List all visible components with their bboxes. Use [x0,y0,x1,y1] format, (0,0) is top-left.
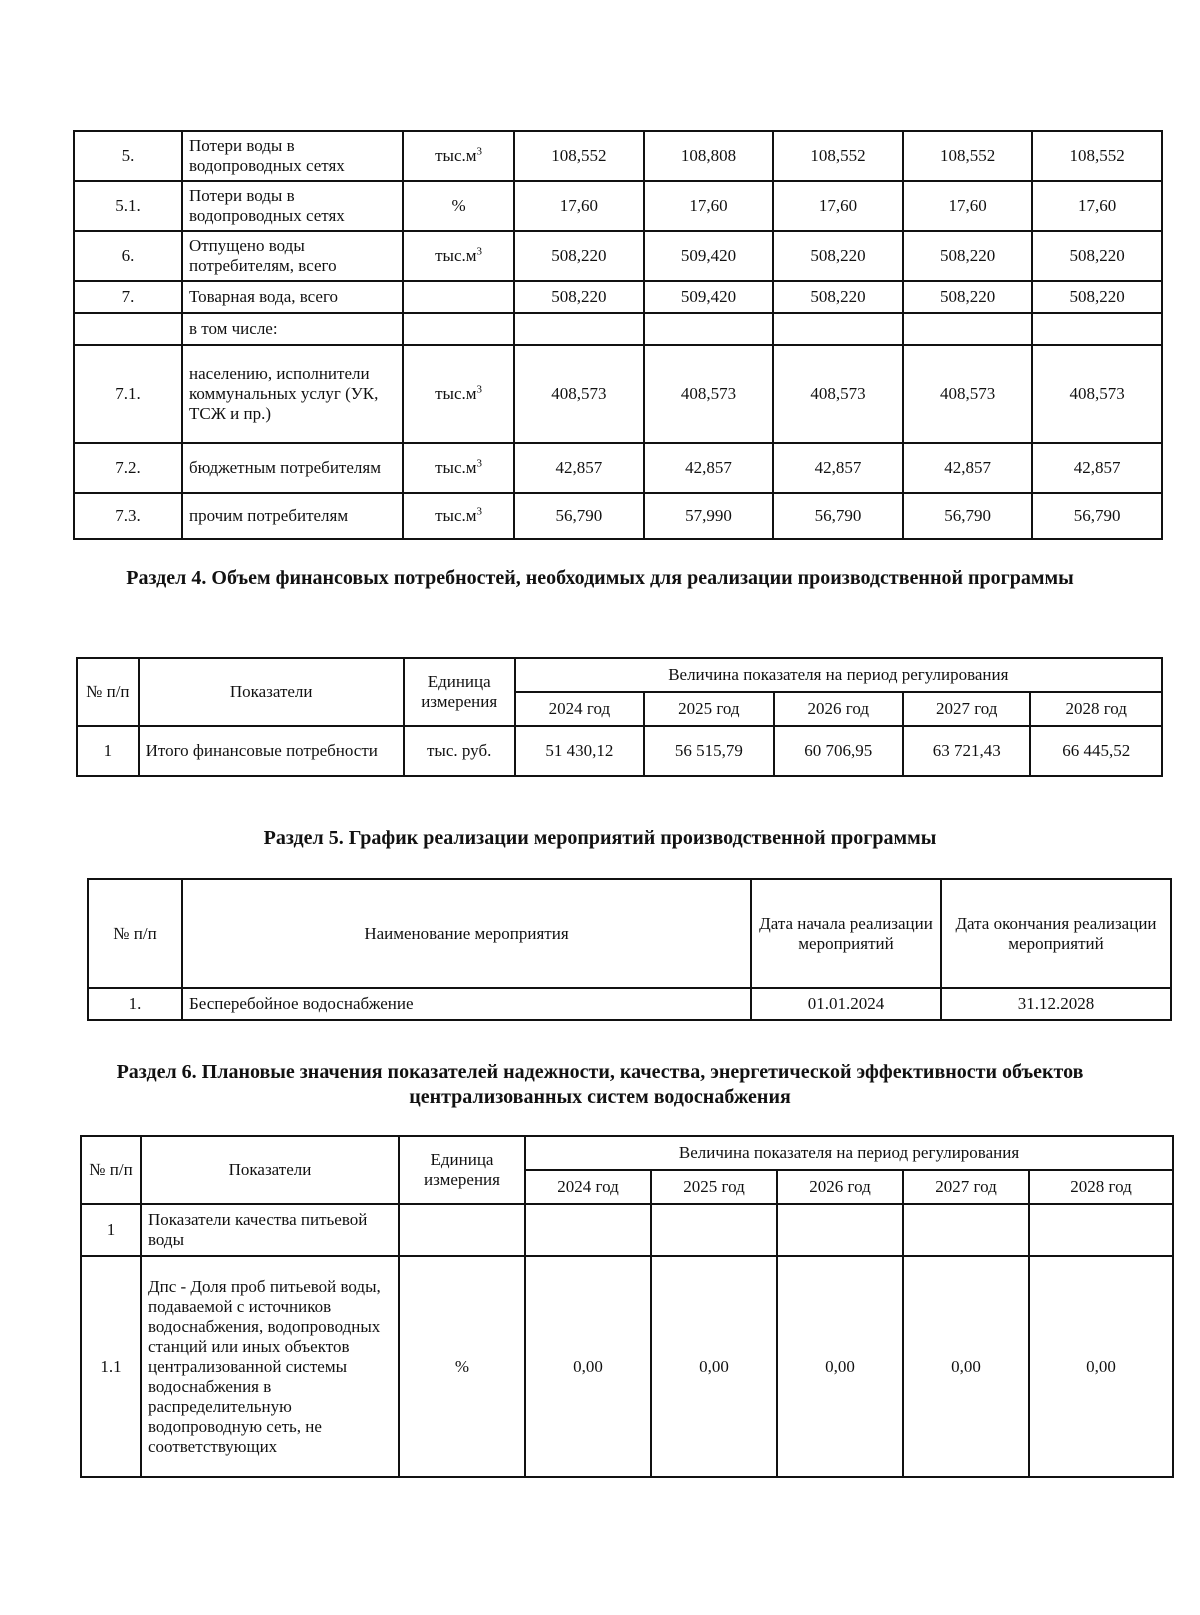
row-value: 108,552 [773,131,903,181]
row-value: 508,220 [1032,231,1162,281]
row-value: 508,220 [1032,281,1162,313]
header-period: Величина показателя на период регулирования [515,658,1162,692]
row-unit [403,345,514,443]
table-row [74,345,1162,443]
row-value: 0,00 [525,1256,651,1477]
row-num: 1.1 [81,1256,141,1477]
row-value [773,313,903,345]
row-value [903,1204,1029,1256]
row-value: 108,552 [1032,131,1162,181]
row-value: 42,857 [773,443,903,493]
row-num: 5.1. [74,181,182,231]
row-name: Дпс - Доля проб питьевой воды, подаваемой с источников водоснабжения, водопроводных станций или иных объектов централизованной системы водоснабжения в распределительную водопроводную сеть, не соответствующих [141,1256,399,1477]
unit-superscript: 3 [476,383,483,396]
row-value [903,313,1033,345]
row-value: 57,990 [644,493,774,539]
header-year: 2027 год [903,692,1030,726]
unit-label: % [451,196,466,215]
row-num: 1. [88,988,182,1020]
row-value: 508,220 [514,231,644,281]
header-year: 2025 год [644,692,773,726]
row-value: 408,573 [903,345,1033,443]
header-unit: Единица измерения [404,658,515,726]
row-num: 6. [74,231,182,281]
row-end: 31.12.2028 [941,988,1171,1020]
water-balance-table [73,130,1163,540]
row-value: 408,573 [773,345,903,443]
section-5-title: Раздел 5. График реализации мероприятий производственной программы [263,827,937,849]
row-value: 17,60 [773,181,903,231]
row-num: 7.3. [74,493,182,539]
row-num: 7.2. [74,443,182,493]
row-name: Показатели качества питьевой воды [141,1204,399,1256]
row-unit [403,313,514,345]
row-value [644,313,774,345]
row-num: 1 [77,726,139,776]
section-4-title: Раздел 4. Объем финансовых потребностей, необходимых для реализации производственной программы [126,567,1074,589]
row-num: 5. [74,131,182,181]
row-num [74,313,182,345]
row-value: 509,420 [644,281,774,313]
header-indicator: Показатели [139,658,404,726]
row-value: 0,00 [903,1256,1029,1477]
header-num: № п/п [88,879,182,988]
unit-label: тыс.м [435,146,477,165]
row-value [1032,313,1162,345]
table-row [74,181,1162,231]
row-value: 42,857 [1032,443,1162,493]
header-indicator: Показатели [141,1136,399,1204]
schedule-table [87,878,1172,1021]
header-end: Дата окончания реализации мероприятий [941,879,1171,988]
table-row [74,493,1162,539]
row-value: 66 445,52 [1030,726,1162,776]
table-row [74,281,1162,313]
row-num: 7.1. [74,345,182,443]
row-unit [403,181,514,231]
header-start: Дата начала реализации мероприятий [751,879,941,988]
unit-label: тыс.м [435,458,477,477]
unit-label: тыс.м [435,384,477,403]
row-num: 7. [74,281,182,313]
row-name: Бесперебойное водоснабжение [182,988,751,1020]
header-num: № п/п [81,1136,141,1204]
header-year: 2024 год [515,692,644,726]
row-name: в том числе: [182,313,403,345]
table-row [74,231,1162,281]
row-value: 17,60 [644,181,774,231]
table-row [74,313,1162,345]
row-value: 508,220 [903,281,1033,313]
row-value: 0,00 [1029,1256,1173,1477]
row-name: Итого финансовые потребности [139,726,404,776]
row-unit [403,493,514,539]
row-name: бюджетным потребителям [182,443,403,493]
row-value: 63 721,43 [903,726,1030,776]
section-6-title: Раздел 6. Плановые значения показателей надежности, качества, энергетической эффективности объектов централизованных систем водоснабжения [116,1061,1084,1108]
row-value: 108,552 [514,131,644,181]
unit-superscript: 3 [476,505,483,518]
row-value [514,313,644,345]
row-num: 1 [81,1204,141,1256]
row-value [777,1204,903,1256]
row-value: 108,808 [644,131,774,181]
row-value: 56,790 [514,493,644,539]
header-period: Величина показателя на период регулирования [525,1136,1173,1170]
row-value: 17,60 [1032,181,1162,231]
row-value [525,1204,651,1256]
row-name: Отпущено воды потребителям, всего [182,231,403,281]
unit-superscript: 3 [476,245,483,258]
row-value: 42,857 [514,443,644,493]
table-row [74,443,1162,493]
row-value: 509,420 [644,231,774,281]
row-unit [403,131,514,181]
row-value: 56,790 [903,493,1033,539]
row-unit: % [399,1256,525,1477]
row-value: 56 515,79 [644,726,773,776]
financial-needs-table [76,657,1163,777]
row-name: населению, исполнители коммунальных услуг (УК, ТСЖ и пр.) [182,345,403,443]
header-year: 2026 год [774,692,903,726]
row-name: прочим потребителям [182,493,403,539]
row-unit [399,1204,525,1256]
unit-superscript: 3 [476,457,483,470]
unit-label: тыс.м [435,506,477,525]
row-value [651,1204,777,1256]
header-year: 2028 год [1030,692,1162,726]
row-name: Потери воды в водопроводных сетях [182,131,403,181]
row-unit [403,443,514,493]
row-value: 508,220 [514,281,644,313]
row-value: 0,00 [651,1256,777,1477]
row-value [1029,1204,1173,1256]
row-value: 108,552 [903,131,1033,181]
header-name: Наименование мероприятия [182,879,751,988]
row-value: 408,573 [644,345,774,443]
header-year: 2026 год [777,1170,903,1204]
row-value: 508,220 [773,231,903,281]
row-value: 51 430,12 [515,726,644,776]
row-value: 408,573 [1032,345,1162,443]
header-year: 2028 год [1029,1170,1173,1204]
row-name: Потери воды в водопроводных сетях [182,181,403,231]
header-unit: Единица измерения [399,1136,525,1204]
table-row [74,131,1162,181]
reliability-indicators-table [80,1135,1174,1478]
row-start: 01.01.2024 [751,988,941,1020]
row-unit: тыс. руб. [404,726,515,776]
row-value: 42,857 [644,443,774,493]
row-value: 17,60 [903,181,1033,231]
row-unit [403,231,514,281]
row-value: 508,220 [903,231,1033,281]
row-unit [403,281,514,313]
header-num: № п/п [77,658,139,726]
row-name: Товарная вода, всего [182,281,403,313]
row-value: 56,790 [1032,493,1162,539]
unit-label: тыс.м [435,246,477,265]
header-year: 2024 год [525,1170,651,1204]
row-value: 42,857 [903,443,1033,493]
row-value: 17,60 [514,181,644,231]
row-value: 0,00 [777,1256,903,1477]
row-value: 508,220 [773,281,903,313]
row-value: 56,790 [773,493,903,539]
row-value: 408,573 [514,345,644,443]
header-year: 2025 год [651,1170,777,1204]
row-value: 60 706,95 [774,726,903,776]
unit-superscript: 3 [476,145,483,158]
header-year: 2027 год [903,1170,1029,1204]
